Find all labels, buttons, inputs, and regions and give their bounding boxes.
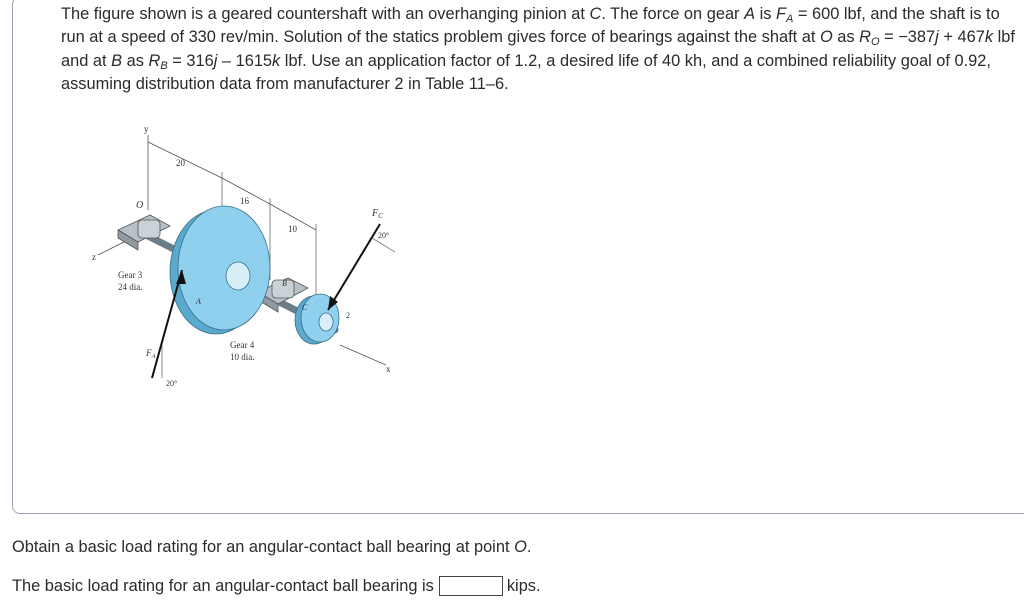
label-a: A <box>196 297 201 306</box>
label-two: 2 <box>346 311 350 320</box>
problem-text-segment: lbf and at <box>61 28 1015 70</box>
problem-text-segment: k <box>984 28 994 47</box>
label-c: C <box>302 303 308 312</box>
problem-text-segment: – 1615 <box>217 51 273 70</box>
problem-text-segment: C <box>589 5 602 23</box>
question-prompt-point: O <box>514 538 527 556</box>
problem-text-segment: lbf. Use an application factor of 1.2, a desired life of 40 kh, and a combined reliability goal of 0.92, assuming distribution data from manufacturer 2 in Table 11–6. <box>61 51 991 93</box>
countershaft-figure <box>90 120 410 395</box>
label-fc: $F_C$ <box>372 208 383 220</box>
problem-text-segment: The figure shown is a geared countershaft with an overhanging pinion at <box>61 5 590 23</box>
label-dim-10: 10 <box>288 224 297 234</box>
label-o: O <box>136 200 144 211</box>
label-gear3: Gear 3 <box>118 270 143 280</box>
problem-text-segment: = −387 <box>879 28 936 47</box>
question-prompt-post: . <box>526 538 532 556</box>
problem-text-segment: B <box>111 51 123 70</box>
label-z: z <box>92 252 96 262</box>
answer-unit: kips. <box>506 576 541 595</box>
problem-text-segment: + 467 <box>938 28 985 47</box>
fc-angle-ref <box>372 238 395 252</box>
problem-text-segment: = 600 lbf, and the shaft is to run at a speed of 330 rev/min. Solution of the statics problem gives force of bearings against the shaft at <box>61 5 1000 47</box>
problem-text-segment: R <box>859 28 871 47</box>
subscript <box>871 36 880 48</box>
gear-a <box>170 206 270 334</box>
label-b: B <box>282 279 287 288</box>
label-y: y <box>144 124 149 134</box>
problem-text-segment: k <box>272 51 281 70</box>
answer-label: The basic load rating for an angular-contact ball bearing is <box>12 576 434 595</box>
dim-line-20 <box>148 142 222 178</box>
countershaft-diagram <box>90 120 410 395</box>
force-fa-arrow <box>152 270 182 378</box>
problem-text-segment: as <box>832 28 860 47</box>
subscript <box>160 60 167 72</box>
problem-text-segment: O <box>819 28 833 47</box>
problem-text-segment: j <box>935 28 939 47</box>
problem-text-segment: j <box>213 51 218 70</box>
problem-text-segment: as <box>122 51 149 70</box>
problem-text-segment: A <box>785 13 794 25</box>
problem-text-segment: R <box>148 51 161 70</box>
problem-text-segment: O <box>870 36 880 49</box>
x-axis-line <box>340 345 386 365</box>
question-prompt-pre: Obtain a basic load rating for an angular-contact ball bearing at point <box>12 538 515 556</box>
problem-text-segment: F <box>775 5 786 23</box>
label-gear4: Gear 4 <box>230 340 255 350</box>
label-gear4-dia: 10 dia. <box>230 352 255 362</box>
label-x: x <box>386 364 391 374</box>
problem-text-segment: is <box>755 5 776 23</box>
problem-text-segment: = 316 <box>167 51 214 70</box>
answer-row <box>12 576 541 596</box>
force-fc-arrow <box>328 224 380 310</box>
label-angle-20-right: 20° <box>378 231 390 240</box>
label-angle-20-bottom: 20° <box>166 379 178 388</box>
label-gear3-dia: 24 dia. <box>118 282 143 292</box>
problem-text-segment: B <box>160 59 168 72</box>
problem-text-segment: A <box>744 5 756 23</box>
label-dim-20: 20 <box>176 158 185 168</box>
problem-statement <box>61 3 1016 96</box>
problem-text-segment: . The force on gear <box>601 5 745 23</box>
question-prompt <box>12 538 531 557</box>
label-fa: $F_A$ <box>146 348 156 360</box>
answer-input[interactable] <box>439 576 503 596</box>
label-dim-16: 16 <box>240 196 249 206</box>
